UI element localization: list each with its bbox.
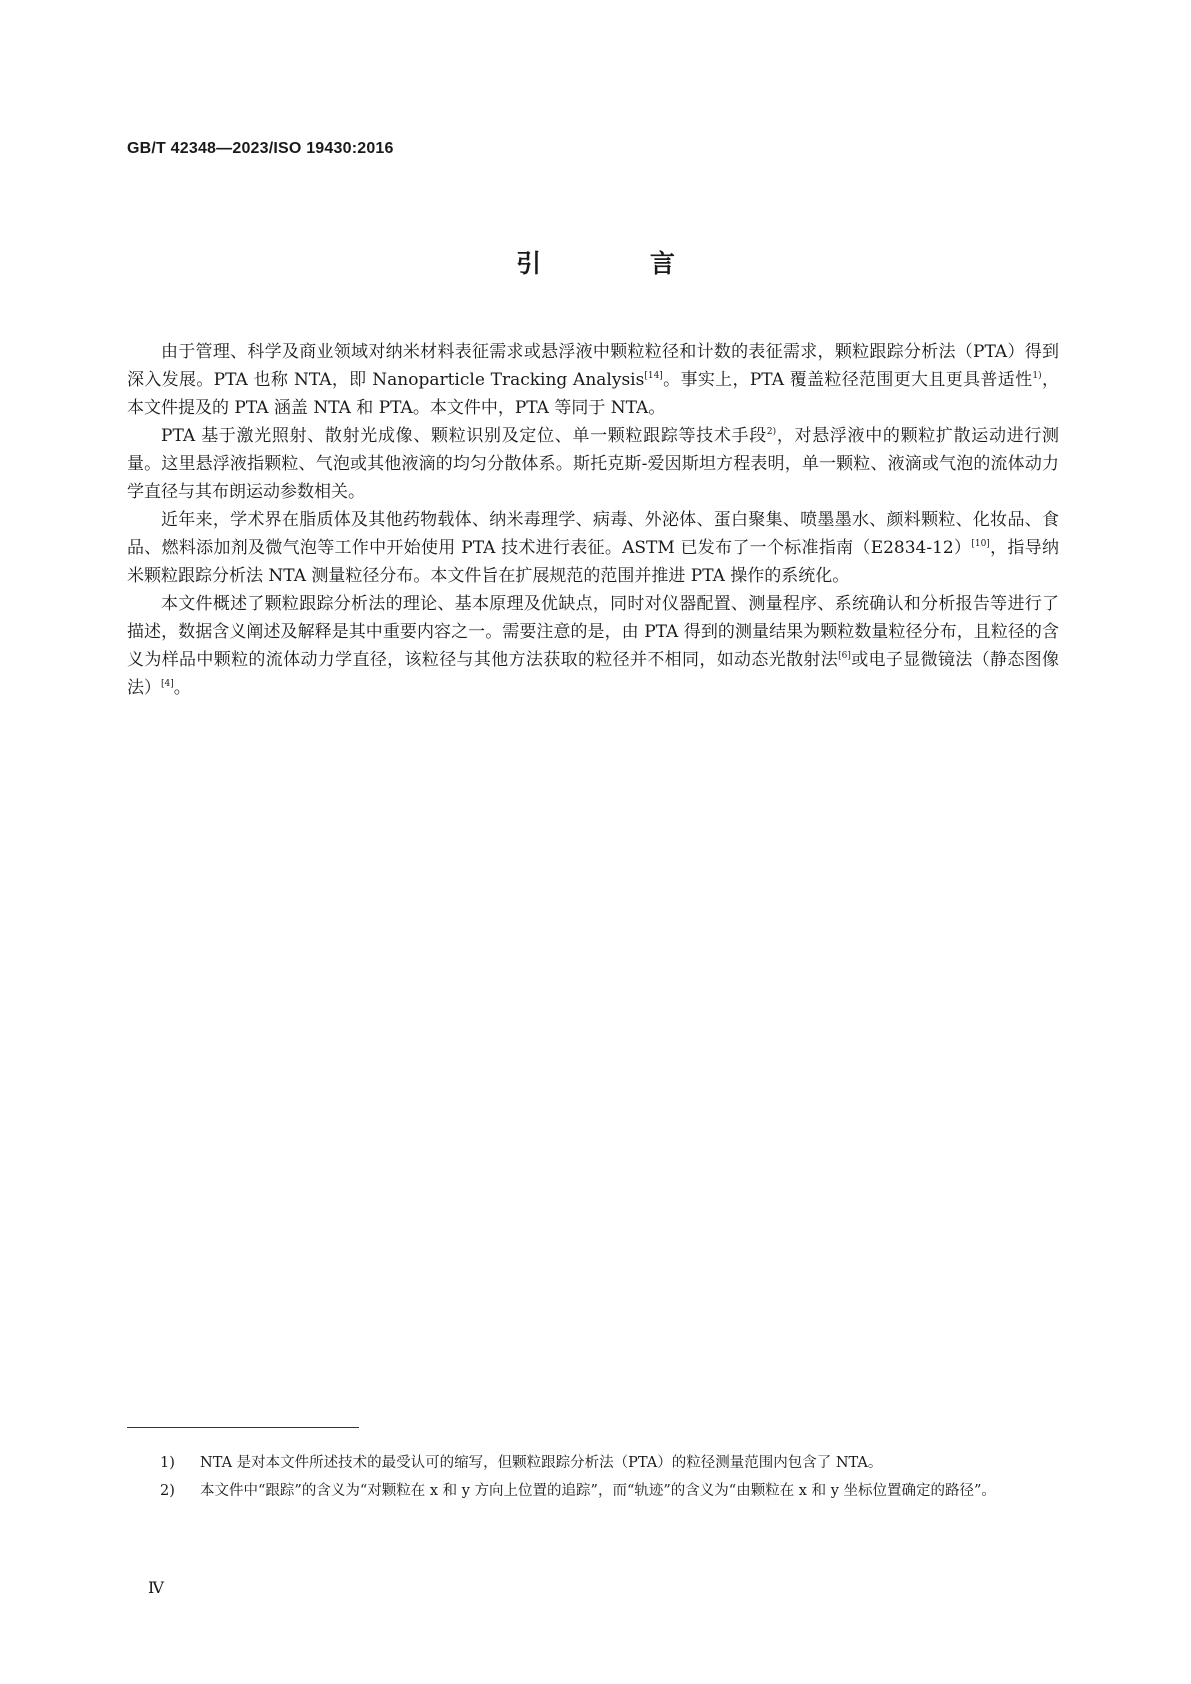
- footnotes: [160, 1449, 1060, 1505]
- reference-14: [14]: [644, 371, 663, 381]
- paragraph-1-part-c: ，本文件提及的 PTA 涵盖 NTA 和 PTA。本文件中，PTA 等同于 NTA。: [127, 370, 1059, 418]
- footnote-2-text: 本文件中“跟踪”的含义为“对颗粒在 x 和 y 方向上位置的追踪”，而“轨迹”的含义为“由颗粒在 x 和 y 坐标位置确定的路径”。: [200, 1483, 996, 1499]
- footnote-marker-2: 2): [766, 427, 777, 437]
- footnote-2-number: 2): [160, 1483, 175, 1499]
- paragraph-4: [127, 590, 1059, 702]
- paragraph-1-part-a: 由于管理、科学及商业领域对纳米材料表征需求或悬浮液中颗粒粒径和计数的表征需求，颗粒跟踪分析法（PTA）得到深入发展。PTA 也称 NTA，即 Nanoparticle Tracking Analysis: [127, 342, 1059, 390]
- paragraph-4-part-c: 。: [173, 678, 191, 698]
- paragraph-2: [127, 422, 1059, 506]
- introduction-body: [127, 338, 1059, 702]
- paragraph-1-part-b: 。事实上，PTA 覆盖粒径范围更大且更具普适性: [662, 370, 1033, 390]
- reference-4: [4]: [161, 679, 174, 689]
- footnote-1-number: 1): [160, 1455, 175, 1471]
- paragraph-2-part-b: ，对悬浮液中的颗粒扩散运动进行测量。这里悬浮液指颗粒、气泡或其他液滴的均匀分散体系。斯托克斯-爱因斯坦方程表明，单一颗粒、液滴或气泡的流体动力学直径与其布朗运动参数相关。: [127, 426, 1060, 502]
- footnote-2: [160, 1477, 1060, 1505]
- paragraph-1: [127, 338, 1059, 422]
- footnote-1: [160, 1449, 1060, 1477]
- reference-6: [6]: [838, 651, 851, 661]
- footnote-marker-1: 1): [1032, 371, 1042, 381]
- footnote-divider: [127, 1427, 359, 1428]
- paragraph-3-part-b: ，指导纳米颗粒跟踪分析法 NTA 测量粒径分布。本文件旨在扩展规范的范围并推进 PTA 操作的系统化。: [127, 538, 1059, 586]
- reference-10: [10]: [971, 539, 990, 549]
- paragraph-2-part-a: PTA 基于激光照射、散射光成像、颗粒识别及定位、单一颗粒跟踪等技术手段: [161, 426, 767, 446]
- paragraph-3-part-a: 近年来，学术界在脂质体及其他药物载体、纳米毒理学、病毒、外泌体、蛋白聚集、喷墨墨水、颜料颗粒、化妆品、食品、燃料添加剂及微气泡等工作中开始使用 PTA 技术进行表征。ASTM 已发布了一个标准指南（E2834-12）: [127, 510, 1059, 558]
- paragraph-4-part-b: 或电子显微镜法（静态图像法）: [127, 650, 1060, 698]
- page-title: 引 言: [516, 249, 725, 278]
- footnote-1-text: NTA 是对本文件所述技术的最受认可的缩写，但颗粒跟踪分析法（PTA）的粒径测量范围内包含了 NTA。: [200, 1455, 883, 1471]
- standard-code-header: GB/T 42348—2023/ISO 19430:2016: [127, 140, 394, 157]
- paragraph-4-part-a: 本文件概述了颗粒跟踪分析法的理论、基本原理及优缺点，同时对仪器配置、测量程序、系统确认和分析报告等进行了描述，数据含义阐述及解释是其中重要内容之一。需要注意的是，由 PTA 得到的测量结果为颗粒数量粒径分布，且粒径的含义为样品中颗粒的流体动力学直径，该粒径与其他方法获取的粒径并不相同，如动态光散射法: [127, 594, 1059, 670]
- paragraph-3: [127, 506, 1059, 590]
- page-number: Ⅳ: [148, 1580, 164, 1597]
